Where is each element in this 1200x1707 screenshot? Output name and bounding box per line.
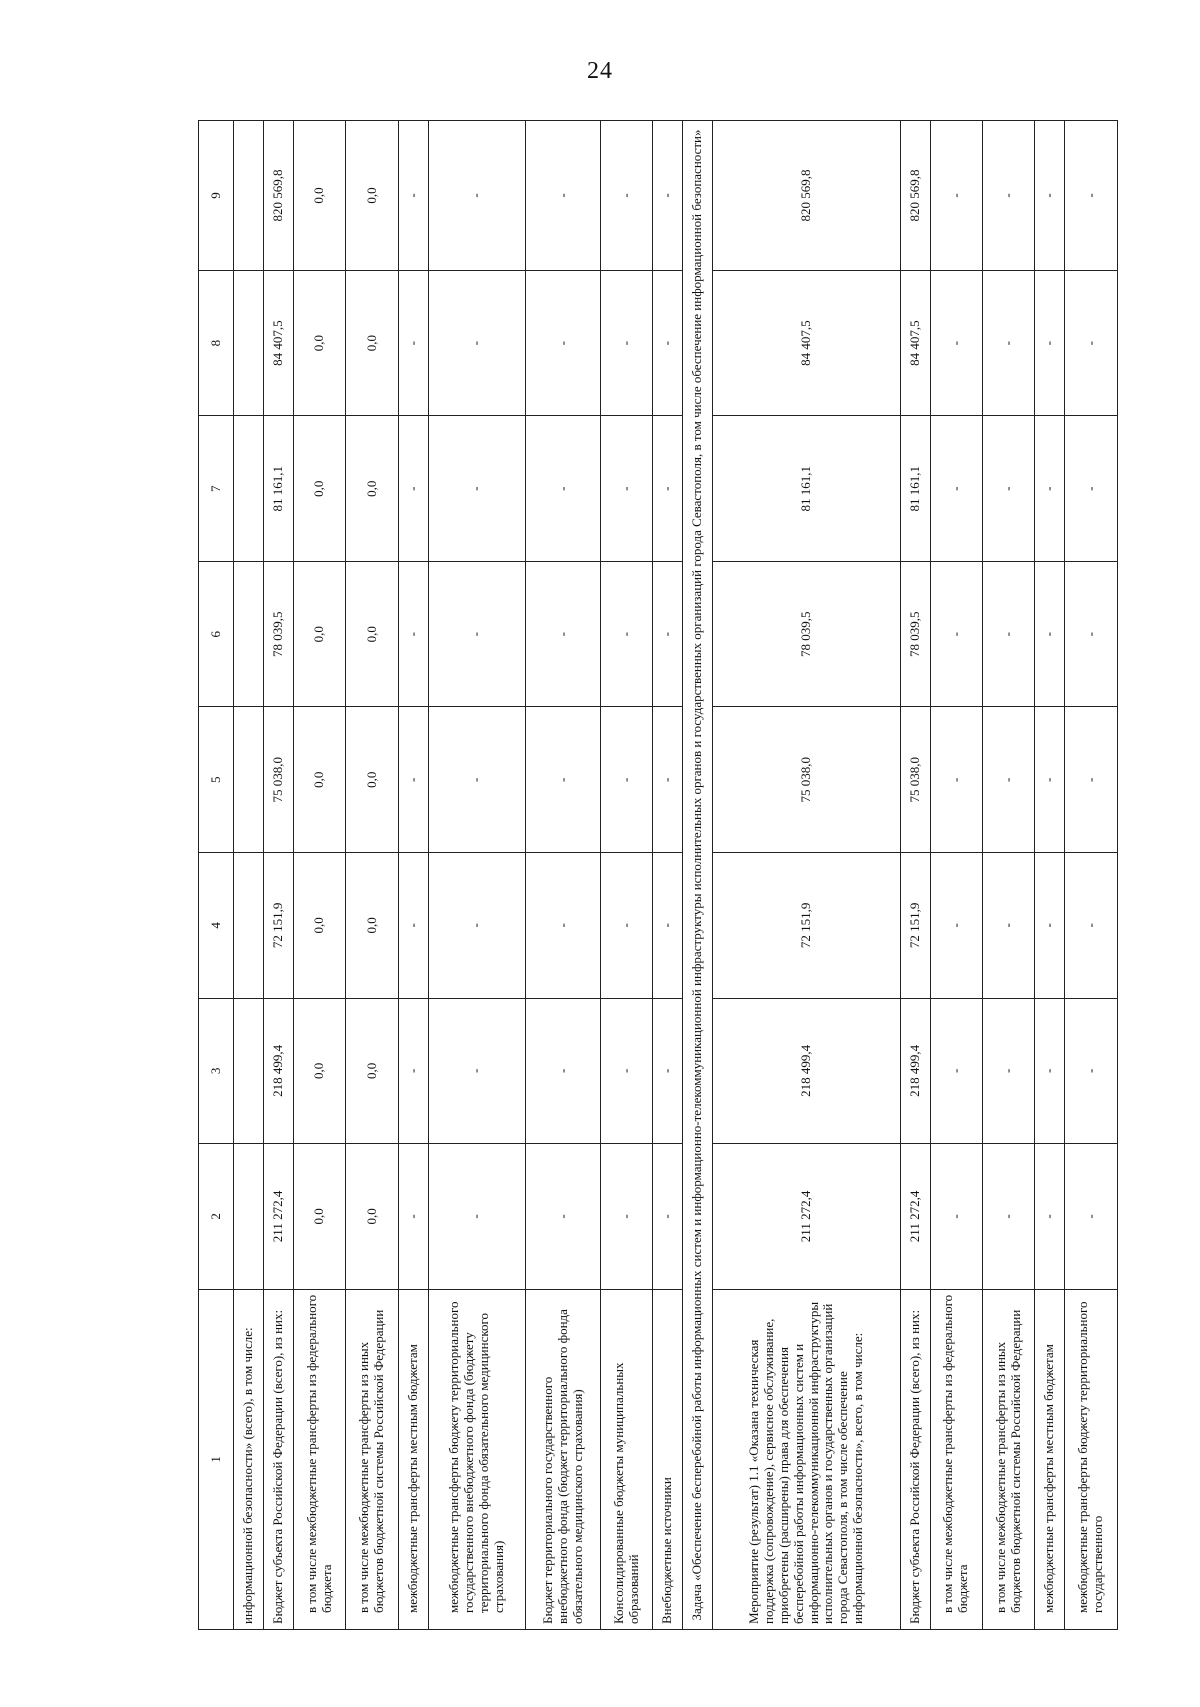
value-cell: 84 407,5 — [263, 270, 293, 416]
value-cell: - — [1035, 561, 1065, 707]
value-cell: 0,0 — [346, 121, 398, 271]
table-row — [1065, 121, 1118, 1630]
value-cell: - — [930, 121, 982, 271]
value-cell: - — [1035, 998, 1065, 1144]
value-cell: - — [1065, 561, 1118, 707]
table-row — [601, 121, 653, 1630]
value-cell — [234, 561, 264, 707]
value-cell: 0,0 — [346, 998, 398, 1144]
value-cell: 72 151,9 — [713, 853, 900, 999]
row-label: межбюджетные трансферты бюджету территориального государственного — [1065, 1289, 1118, 1629]
value-cell — [234, 416, 264, 562]
value-cell: - — [526, 998, 601, 1144]
value-cell — [234, 707, 264, 853]
header-cell: 6 — [199, 561, 234, 707]
value-cell: - — [653, 416, 683, 562]
value-cell — [234, 1144, 264, 1290]
row-label: в том числе межбюджетные трансферты из федерального бюджета — [293, 1289, 345, 1629]
value-cell: - — [930, 1144, 982, 1290]
row-label: Внебюджетные источники — [653, 1289, 683, 1629]
table-row — [263, 121, 293, 1630]
value-cell: 0,0 — [293, 1144, 345, 1290]
value-cell: - — [428, 561, 525, 707]
value-cell: - — [1035, 853, 1065, 999]
value-cell: - — [601, 707, 653, 853]
value-cell: 0,0 — [293, 707, 345, 853]
row-label: Мероприятие (результат) 1.1 «Оказана техническая поддержка (сопровождение), сервисное обслуживание, приобретены (расширены) права для обеспечения бесперебойной работы информационных систем и информационно-телекоммуникационной инфраструктуры исполнительных органов и государственных организаций города Севастополя, в том числе обеспечение информационной безопасности», всего, в том числе: — [713, 1289, 900, 1629]
table-row — [398, 121, 428, 1630]
row-label: информационной безопасности» (всего), в том числе: — [234, 1289, 264, 1629]
row-label: Консолидированные бюджеты муниципальных образований — [601, 1289, 653, 1629]
value-cell: 0,0 — [346, 270, 398, 416]
value-cell: - — [930, 416, 982, 562]
value-cell: 72 151,9 — [900, 853, 930, 999]
header-cell: 9 — [199, 121, 234, 271]
value-cell: 211 272,4 — [263, 1144, 293, 1290]
value-cell: - — [601, 561, 653, 707]
value-cell: - — [428, 416, 525, 562]
row-label: Бюджет субъекта Российской Федерации (всего), из них: — [900, 1289, 930, 1629]
value-cell: 84 407,5 — [900, 270, 930, 416]
value-cell: - — [601, 121, 653, 271]
value-cell: 0,0 — [346, 416, 398, 562]
value-cell: - — [601, 998, 653, 1144]
value-cell: 0,0 — [293, 121, 345, 271]
value-cell: 0,0 — [346, 707, 398, 853]
value-cell: - — [601, 416, 653, 562]
value-cell: 0,0 — [346, 1144, 398, 1290]
value-cell: 75 038,0 — [263, 707, 293, 853]
row-label: межбюджетные трансферты местным бюджетам — [398, 1289, 428, 1629]
value-cell: - — [930, 270, 982, 416]
table-body — [199, 121, 1118, 1630]
value-cell: - — [398, 121, 428, 271]
row-label: межбюджетные трансферты местным бюджетам — [1035, 1289, 1065, 1629]
value-cell: - — [983, 1144, 1035, 1290]
value-cell: 211 272,4 — [900, 1144, 930, 1290]
value-cell: 820 569,8 — [900, 121, 930, 271]
value-cell: 75 038,0 — [713, 707, 900, 853]
table-row — [900, 121, 930, 1630]
value-cell: - — [653, 270, 683, 416]
value-cell: - — [983, 270, 1035, 416]
table-row — [526, 121, 601, 1630]
value-cell: 820 569,8 — [713, 121, 900, 271]
value-cell: 0,0 — [293, 416, 345, 562]
page-number: 24 — [587, 58, 613, 84]
value-cell: - — [601, 270, 653, 416]
value-cell: - — [1035, 121, 1065, 271]
value-cell: - — [398, 416, 428, 562]
value-cell: - — [1035, 416, 1065, 562]
value-cell: 81 161,1 — [263, 416, 293, 562]
table-row — [346, 121, 398, 1630]
value-cell: - — [983, 561, 1035, 707]
value-cell — [234, 121, 264, 271]
value-cell: - — [930, 561, 982, 707]
value-cell: - — [1065, 853, 1118, 999]
value-cell: 72 151,9 — [263, 853, 293, 999]
table-row — [653, 121, 683, 1630]
value-cell: - — [653, 853, 683, 999]
value-cell: - — [983, 853, 1035, 999]
value-cell: - — [930, 853, 982, 999]
table-row — [983, 121, 1035, 1630]
table-row — [293, 121, 345, 1630]
value-cell: - — [1035, 707, 1065, 853]
value-cell: - — [398, 561, 428, 707]
value-cell: - — [1065, 707, 1118, 853]
budget-table — [198, 120, 1118, 1630]
task-row — [683, 121, 713, 1630]
header-cell: 2 — [199, 1144, 234, 1290]
value-cell: 78 039,5 — [713, 561, 900, 707]
value-cell: 84 407,5 — [713, 270, 900, 416]
value-cell: - — [1065, 416, 1118, 562]
row-label: в том числе межбюджетные трансферты из иных бюджетов бюджетной системы Российской Федерации — [983, 1289, 1035, 1629]
value-cell: - — [930, 707, 982, 853]
value-cell — [234, 998, 264, 1144]
value-cell: - — [653, 121, 683, 271]
value-cell: - — [1035, 1144, 1065, 1290]
value-cell: - — [601, 1144, 653, 1290]
value-cell: - — [526, 853, 601, 999]
value-cell: - — [428, 1144, 525, 1290]
table-row — [713, 121, 900, 1630]
value-cell: 211 272,4 — [713, 1144, 900, 1290]
header-cell: 8 — [199, 270, 234, 416]
value-cell: - — [526, 270, 601, 416]
value-cell: - — [983, 998, 1035, 1144]
value-cell: - — [428, 270, 525, 416]
value-cell: - — [983, 707, 1035, 853]
value-cell — [234, 853, 264, 999]
value-cell: 78 039,5 — [263, 561, 293, 707]
value-cell: - — [526, 416, 601, 562]
value-cell: - — [1065, 1144, 1118, 1290]
value-cell: - — [653, 998, 683, 1144]
task-title: Задача «Обеспечение бесперебойной работы информационных систем и информационно-телекоммуникационной инфраструктуры исполнительных органов и государственных организаций города Севастополя, в том числе обеспечение информационной безопасности» — [683, 121, 713, 1630]
value-cell — [234, 270, 264, 416]
table-row — [428, 121, 525, 1630]
value-cell: - — [1065, 270, 1118, 416]
header-cell: 1 — [199, 1289, 234, 1629]
value-cell: 0,0 — [293, 561, 345, 707]
value-cell: 0,0 — [293, 853, 345, 999]
value-cell: - — [428, 853, 525, 999]
value-cell: 0,0 — [346, 561, 398, 707]
value-cell: 0,0 — [346, 853, 398, 999]
value-cell: - — [428, 707, 525, 853]
value-cell: 81 161,1 — [900, 416, 930, 562]
value-cell: - — [653, 707, 683, 853]
value-cell: - — [983, 416, 1035, 562]
table-row — [234, 121, 264, 1630]
value-cell: - — [398, 707, 428, 853]
value-cell: - — [428, 998, 525, 1144]
rotated-page-content — [198, 120, 1118, 1630]
value-cell: 81 161,1 — [713, 416, 900, 562]
header-row — [199, 121, 234, 1630]
value-cell: 820 569,8 — [263, 121, 293, 271]
value-cell: - — [1065, 121, 1118, 271]
header-cell: 3 — [199, 998, 234, 1144]
value-cell: - — [653, 561, 683, 707]
header-cell: 7 — [199, 416, 234, 562]
value-cell: 78 039,5 — [900, 561, 930, 707]
row-label: в том числе межбюджетные трансферты из иных бюджетов бюджетной системы Российской Федерации — [346, 1289, 398, 1629]
table-row — [1035, 121, 1065, 1630]
row-label: межбюджетные трансферты бюджету территориального государственного внебюджетного фонда (бюджету территориального фонда обязательного медицинского страхования) — [428, 1289, 525, 1629]
value-cell: - — [428, 121, 525, 271]
value-cell: - — [398, 270, 428, 416]
row-label: в том числе межбюджетные трансферты из федерального бюджета — [930, 1289, 982, 1629]
value-cell: 218 499,4 — [713, 998, 900, 1144]
value-cell: 218 499,4 — [900, 998, 930, 1144]
value-cell: - — [526, 707, 601, 853]
value-cell: - — [398, 853, 428, 999]
header-cell: 4 — [199, 853, 234, 999]
value-cell: - — [1065, 998, 1118, 1144]
table-row — [930, 121, 982, 1630]
value-cell: 0,0 — [293, 998, 345, 1144]
value-cell: 75 038,0 — [900, 707, 930, 853]
value-cell: - — [526, 1144, 601, 1290]
row-label: Бюджет территориального государственного внебюджетного фонда (бюджет территориального фонда обязательного медицинского страхования) — [526, 1289, 601, 1629]
value-cell: - — [398, 998, 428, 1144]
value-cell: - — [601, 853, 653, 999]
header-cell: 5 — [199, 707, 234, 853]
value-cell: 218 499,4 — [263, 998, 293, 1144]
value-cell: - — [1035, 270, 1065, 416]
value-cell: - — [398, 1144, 428, 1290]
value-cell: - — [930, 998, 982, 1144]
value-cell: - — [526, 561, 601, 707]
value-cell: - — [653, 1144, 683, 1290]
value-cell: - — [526, 121, 601, 271]
value-cell: 0,0 — [293, 270, 345, 416]
row-label: Бюджет субъекта Российской Федерации (всего), из них: — [263, 1289, 293, 1629]
value-cell: - — [983, 121, 1035, 271]
